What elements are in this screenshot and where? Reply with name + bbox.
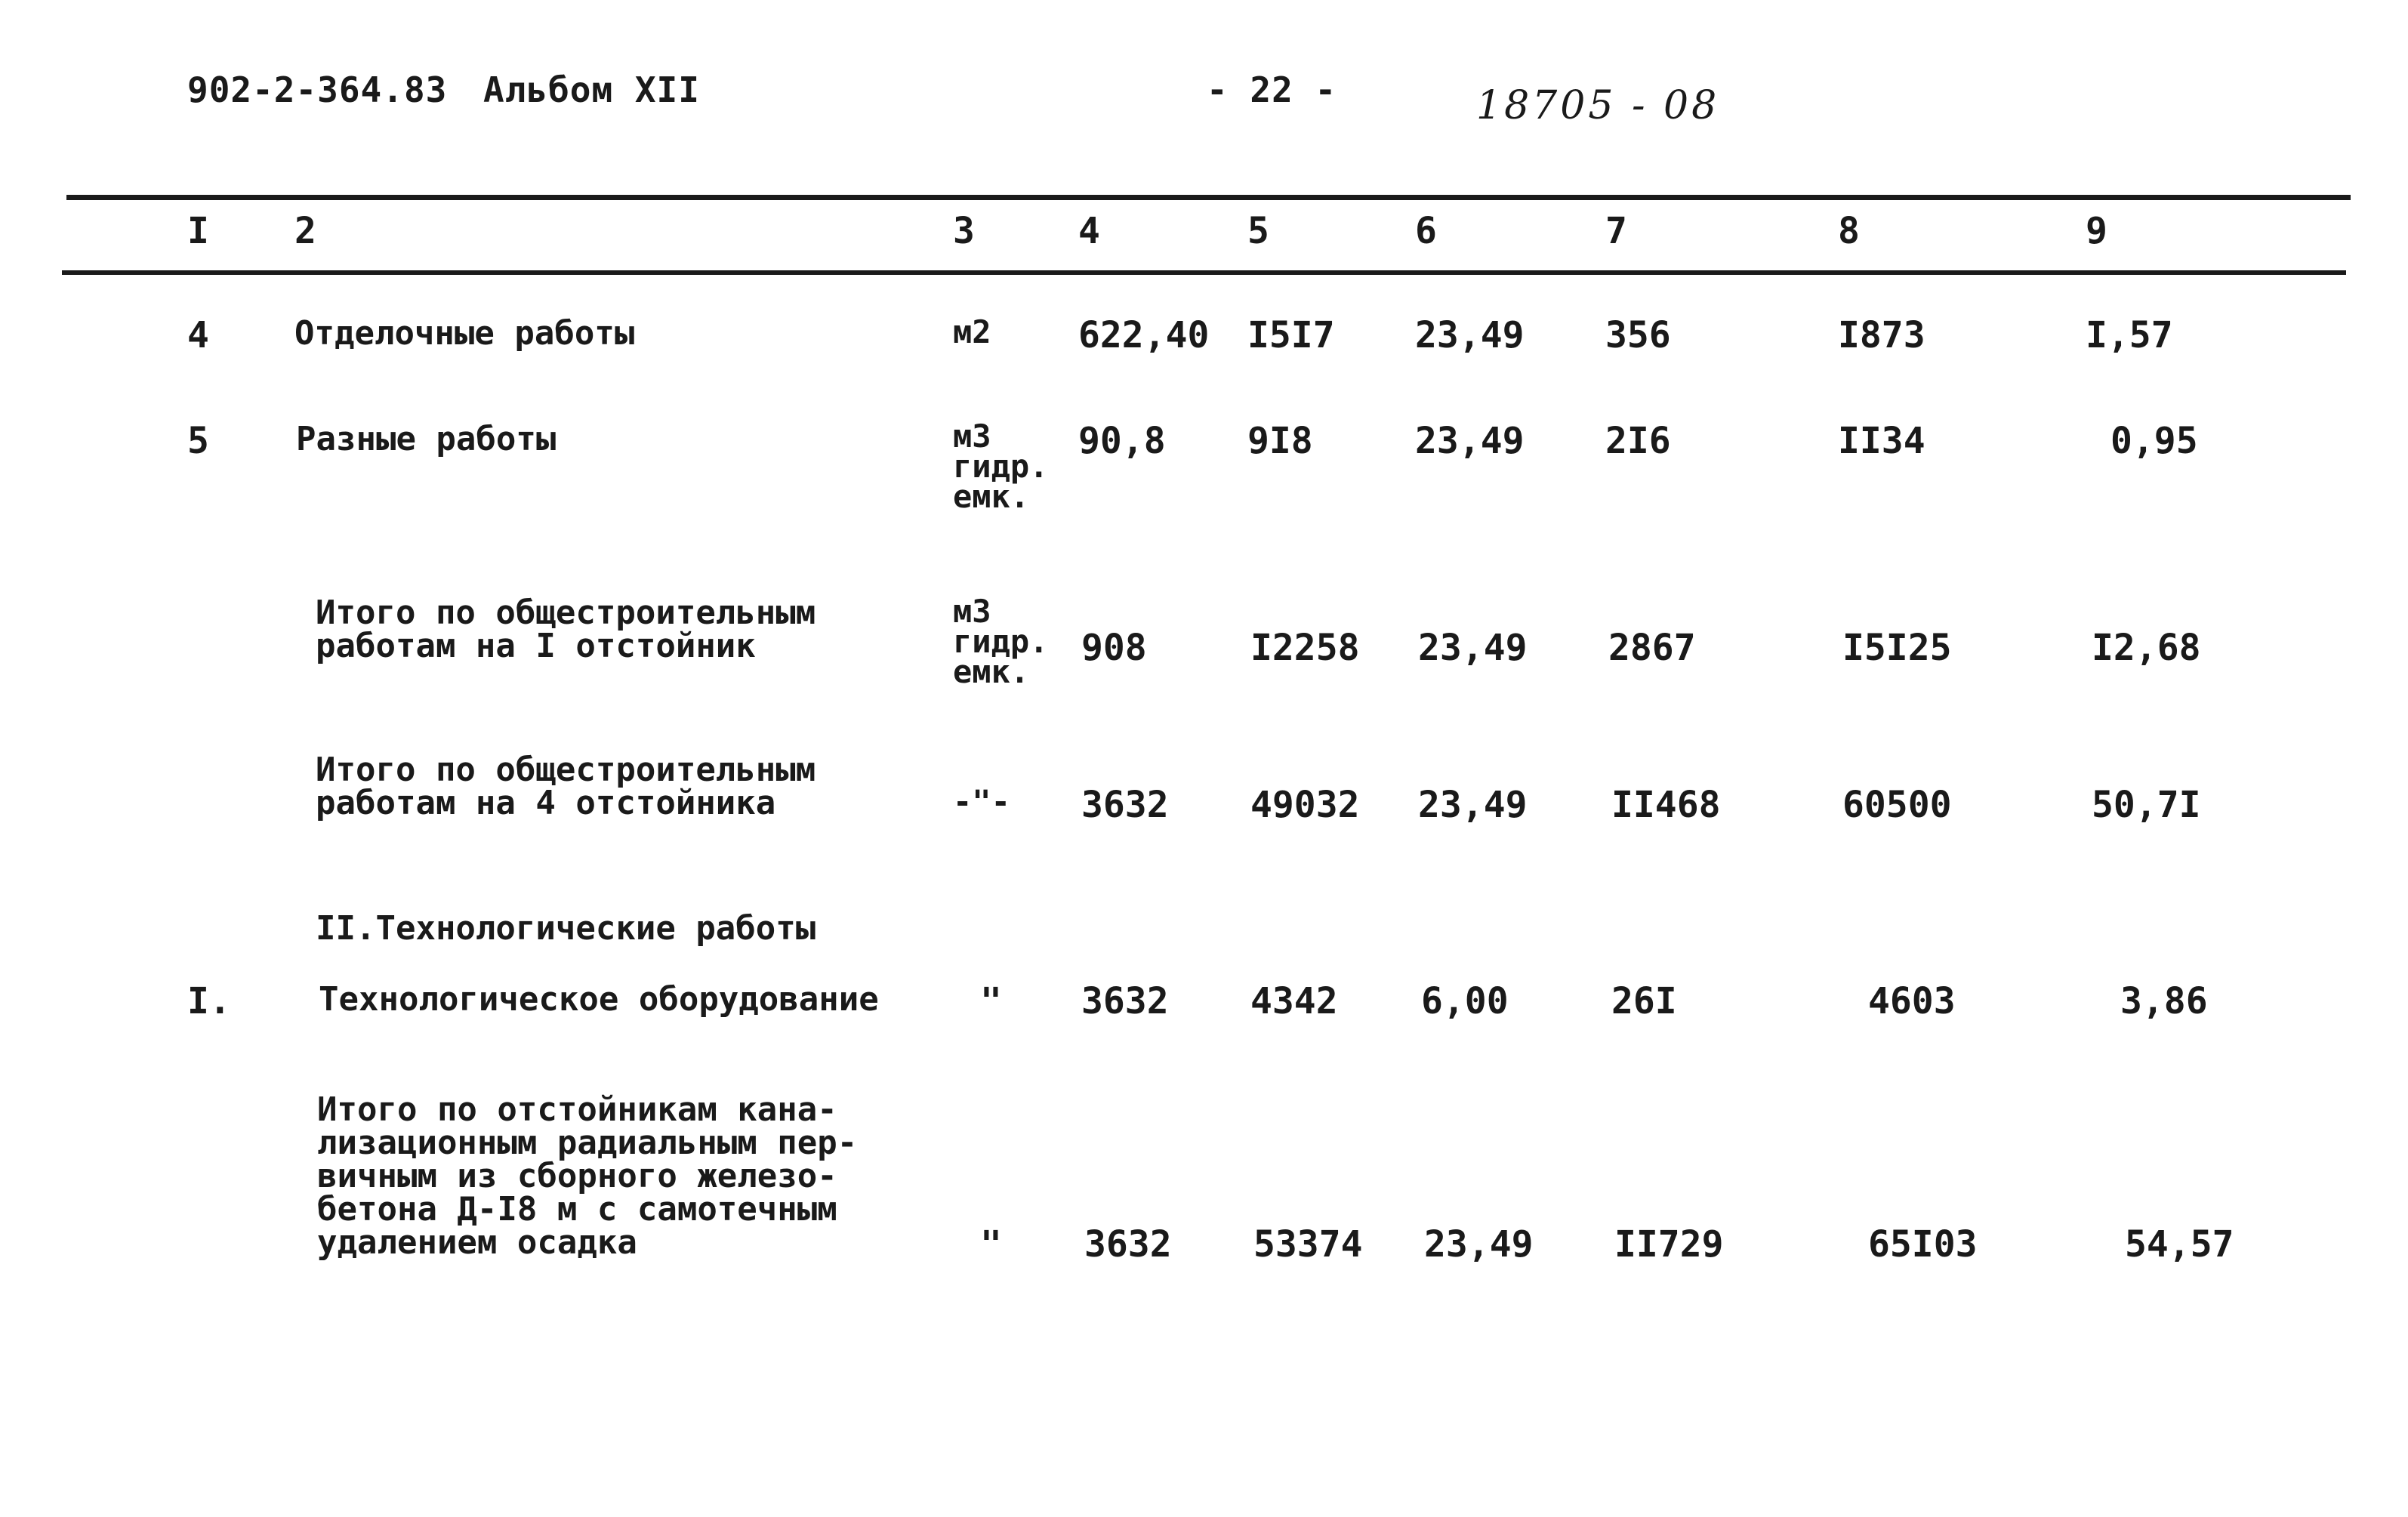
cell-col-6: 23,49 bbox=[1415, 314, 1525, 356]
column-header: 3 bbox=[953, 210, 975, 252]
row-description: Итого по общестроительным работам на I отстойник bbox=[316, 594, 816, 665]
row-unit: -"- bbox=[953, 783, 1010, 820]
cell-col-8: 60500 bbox=[1842, 784, 1952, 826]
table-header-rule bbox=[62, 270, 2346, 275]
row-number: 4 bbox=[187, 314, 209, 356]
album-label: Альбом XII bbox=[483, 69, 700, 110]
cell-col-8: I873 bbox=[1838, 314, 1925, 356]
section-heading: II.Технологические работы bbox=[316, 909, 816, 948]
cell-col-7: 2867 bbox=[1608, 627, 1696, 669]
cell-col-4: 90,8 bbox=[1078, 420, 1166, 462]
cell-col-4: 3632 bbox=[1081, 980, 1169, 1022]
column-header: 6 bbox=[1415, 210, 1437, 252]
row-description: Отделочные работы bbox=[294, 314, 635, 353]
handwritten-number: 18705 - 08 bbox=[1476, 83, 1720, 128]
row-description: Итого по общестроительным работам на 4 отстойника bbox=[316, 751, 816, 822]
row-description: Разные работы bbox=[296, 420, 557, 458]
column-header: 9 bbox=[2086, 210, 2107, 252]
cell-col-8: 65I03 bbox=[1868, 1223, 1978, 1266]
cell-col-7: 2I6 bbox=[1605, 420, 1671, 462]
cell-col-9: 3,86 bbox=[2120, 980, 2208, 1022]
column-header: 2 bbox=[294, 210, 316, 252]
row-number: I. bbox=[187, 980, 231, 1022]
cell-col-8: I5I25 bbox=[1842, 627, 1952, 669]
cell-col-8: II34 bbox=[1838, 420, 1925, 462]
row-unit: м3 гидр. емк. bbox=[953, 593, 1049, 690]
column-header: I bbox=[187, 210, 209, 252]
cell-col-7: II468 bbox=[1611, 784, 1721, 826]
cell-col-5: 4342 bbox=[1250, 980, 1338, 1022]
cell-col-9: I2,68 bbox=[2092, 627, 2201, 669]
cell-col-5: 9I8 bbox=[1247, 420, 1313, 462]
cell-col-9: 0,95 bbox=[2110, 420, 2198, 462]
cell-col-8: 4603 bbox=[1868, 980, 1956, 1022]
column-header: 8 bbox=[1838, 210, 1860, 252]
cell-col-6: 23,49 bbox=[1415, 420, 1525, 462]
row-unit: " bbox=[980, 980, 1002, 1022]
document-code: 902-2-364.83 bbox=[187, 69, 448, 110]
row-number: 5 bbox=[187, 420, 209, 462]
cell-col-4: 3632 bbox=[1081, 784, 1169, 826]
row-description: Итого по отстойникам кана- лизационным радиальным пер- вичным из сборного железо- бетона Д-I8 м с самотечным удалением осадка bbox=[317, 1090, 858, 1262]
cell-col-9: 54,57 bbox=[2125, 1223, 2234, 1266]
cell-col-7: II729 bbox=[1614, 1223, 1724, 1266]
cell-col-4: 3632 bbox=[1084, 1223, 1172, 1266]
cell-col-6: 23,49 bbox=[1418, 627, 1528, 669]
column-header: 5 bbox=[1247, 210, 1269, 252]
cell-col-7: 26I bbox=[1611, 980, 1677, 1022]
cell-col-5: 49032 bbox=[1250, 784, 1360, 826]
cell-col-6: 6,00 bbox=[1421, 980, 1509, 1022]
row-unit: м2 bbox=[953, 313, 991, 350]
cell-col-4: 622,40 bbox=[1078, 314, 1210, 356]
column-header: 7 bbox=[1605, 210, 1627, 252]
cell-col-9: I,57 bbox=[2086, 314, 2173, 356]
cell-col-6: 23,49 bbox=[1424, 1223, 1534, 1266]
cell-col-7: 356 bbox=[1605, 314, 1671, 356]
row-unit: м3 гидр. емк. bbox=[953, 418, 1049, 515]
row-description: Технологическое оборудование bbox=[319, 980, 879, 1019]
cell-col-5: I2258 bbox=[1250, 627, 1360, 669]
cell-col-5: 53374 bbox=[1253, 1223, 1363, 1266]
cell-col-9: 50,7I bbox=[2092, 784, 2201, 826]
table-top-rule bbox=[66, 195, 2351, 200]
cell-col-5: I5I7 bbox=[1247, 314, 1335, 356]
row-unit: " bbox=[980, 1223, 1002, 1266]
cell-col-6: 23,49 bbox=[1418, 784, 1528, 826]
column-header: 4 bbox=[1078, 210, 1100, 252]
cell-col-4: 908 bbox=[1081, 627, 1147, 669]
page-number: - 22 - bbox=[1207, 69, 1337, 110]
